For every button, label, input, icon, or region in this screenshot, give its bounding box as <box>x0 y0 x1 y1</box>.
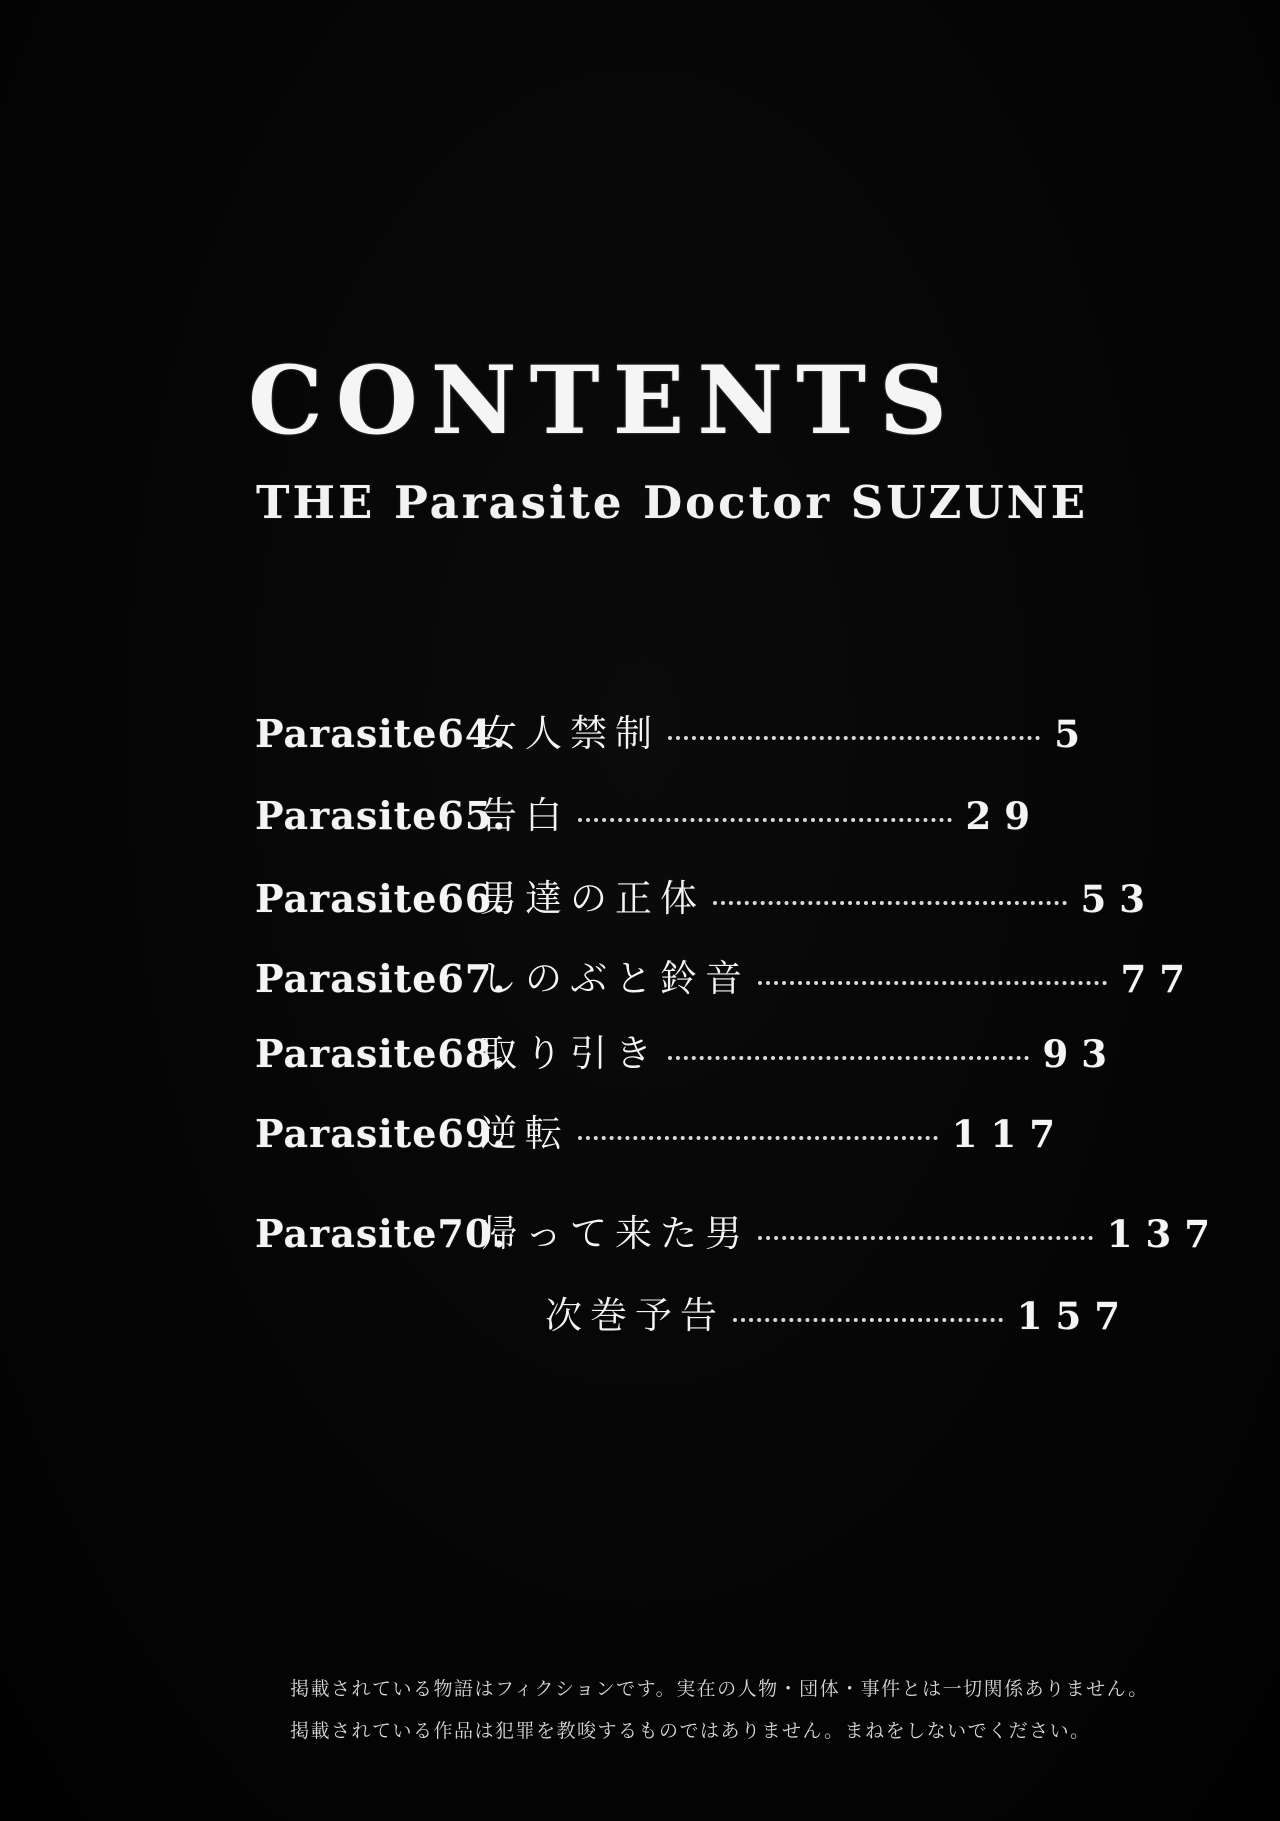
toc-entry-parasite66 <box>255 873 1158 925</box>
chapter-title: 逆転 <box>480 1112 570 1155</box>
page-title: CONTENTS <box>248 346 960 456</box>
chapter-page-number: 157 <box>1016 1294 1133 1338</box>
toc-entry-parasite67 <box>255 953 1198 1005</box>
chapter-label: Parasite64. <box>255 711 507 756</box>
dot-leader <box>758 1236 1093 1240</box>
chapter-label: Parasite69. <box>255 1111 507 1156</box>
toc-entry-next-volume-preview <box>255 1290 1133 1342</box>
chapter-title: 男達の正体 <box>480 877 705 920</box>
chapter-label: Parasite70. <box>255 1211 507 1256</box>
chapter-page-number: 5 <box>1054 712 1093 756</box>
chapter-title: 次巻予告 <box>545 1294 725 1337</box>
dot-leader <box>578 1136 938 1140</box>
chapter-title: 女人禁制 <box>480 712 660 755</box>
dot-leader <box>668 1056 1029 1060</box>
chapter-label: Parasite65. <box>255 793 507 838</box>
chapter-title: 帰って来た男 <box>480 1212 750 1255</box>
dot-leader <box>758 981 1107 985</box>
page-subtitle: THE Parasite Doctor SUZUNE <box>256 476 1089 529</box>
toc-entry-parasite70 <box>255 1208 1223 1260</box>
chapter-page-number: 53 <box>1080 877 1158 921</box>
dot-leader <box>668 736 1040 740</box>
chapter-page-number: 117 <box>951 1112 1068 1156</box>
chapter-title: 告白 <box>480 794 570 837</box>
toc-entry-parasite65 <box>255 790 1043 842</box>
chapter-page-number: 29 <box>965 794 1043 838</box>
chapter-title: 取り引き <box>480 1032 660 1075</box>
dot-leader <box>578 818 952 822</box>
chapter-page-number: 93 <box>1042 1032 1120 1076</box>
disclaimer <box>290 1668 1149 1752</box>
chapter-title: しのぶと鈴音 <box>480 957 750 1000</box>
chapter-label: Parasite67. <box>255 956 507 1001</box>
toc-entry-parasite64 <box>255 708 1093 760</box>
chapter-label: Parasite66. <box>255 876 507 921</box>
disclaimer-line-2: 掲載されている作品は犯罪を教唆するものではありません。まねをしないでください。 <box>290 1720 1091 1742</box>
dot-leader <box>713 901 1067 905</box>
toc-entry-parasite69 <box>255 1108 1068 1160</box>
dot-leader <box>733 1318 1003 1322</box>
chapter-page-number: 137 <box>1106 1212 1223 1256</box>
chapter-page-number: 77 <box>1120 957 1198 1001</box>
toc-entry-parasite68 <box>255 1028 1120 1080</box>
disclaimer-line-1: 掲載されている物語はフィクションです。実在の人物・団体・事件とは一切関係ありません。 <box>290 1678 1149 1700</box>
chapter-label: Parasite68. <box>255 1031 507 1076</box>
